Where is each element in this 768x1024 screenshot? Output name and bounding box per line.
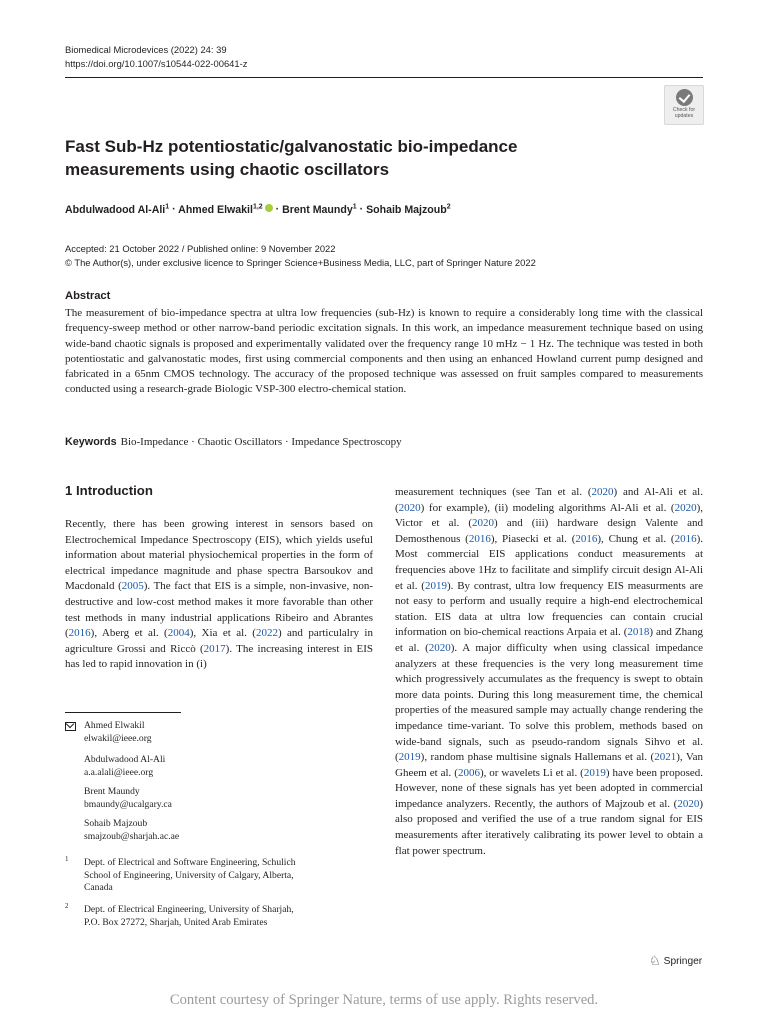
affiliation-number: 1 (65, 855, 69, 863)
affiliation-1: Dept. of Electrical and Software Engineering, Schulich School of Engineering, University of Calgary, Alberta, Canada (84, 857, 296, 894)
affiliation-2: Dept. of Electrical Engineering, University of Sharjah, P.O. Box 27272, Sharjah, United Arab Emirates (84, 904, 294, 928)
journal-meta (65, 43, 247, 70)
keywords-label: Keywords (65, 436, 117, 448)
affiliation-number: 2 (65, 902, 69, 910)
contact-email[interactable]: smajzoub@sharjah.ac.ae (84, 830, 180, 842)
abstract-heading: Abstract (65, 290, 111, 302)
citation-link[interactable]: 2016 (575, 532, 598, 545)
header-divider (65, 77, 703, 78)
intro-left-column: Recently, there has been growing interest in sensors based on Electrochemical Impedance Spectroscopy (EIS), which yields useful information about material physiochemical properties in the form of electrical impedance magnitude and phase spectra Barsoukov and Macdonald (2005). The fact that EIS is a simple, non-invasive, non-destructive and low-cost method makes it more favorable than other test methods in many industrial applications Ribeiro and Abrantes (2016), Aberg et al. (2004), Xia et al. (2022) and particulalry in agriculture Grossi and Riccò (2017). The increasing interest in EIS has led to rapid innovation in (i) (65, 518, 373, 671)
citation-link[interactable]: 2005 (121, 580, 144, 593)
citation-link[interactable]: 2021 (654, 751, 677, 764)
courtesy-notice: Content courtesy of Springer Nature, terms of use apply. Rights reserved. (169, 992, 599, 1008)
contact-entry (84, 786, 172, 811)
author-name[interactable]: Sohaib Majzoub$^2$ (366, 203, 451, 216)
abstract-text: The measurement of bio-impedance spectra at ultra low frequencies (sub-Hz) is known to require a considerably long time with the classical frequency-sweep method or other narrow-band periodic excitation signals. In this work, an impedance measurement technique based on using wide-band chaotic signals is proposed and experimentally validated over the frequency range 10 mHz − 1 Hz. The technique was tested in both potentiostatic and galvanostatic modes, first using commercial components and then using an enhanced Howland current pump designed and fabricated in a 65nm CMOS technology. The accuracy of the proposed technique was assessed on fruit samples compared to measurements conducted using a research-grade Biologic VSP-300 electro-chemical station. (65, 307, 703, 396)
contact-entry (84, 754, 165, 779)
citation-link[interactable]: 2016 (68, 627, 91, 640)
keywords (65, 436, 402, 448)
article-title: Fast Sub-Hz potentiostatic/galvanostatic bio-impedance measurements using chaotic oscillators (65, 137, 518, 179)
citation-link[interactable]: 2020 (591, 486, 614, 498)
journal-citation: Biomedical Microdevices (2022) 24: 39 (65, 44, 227, 55)
citation-link[interactable]: 2019 (398, 751, 421, 764)
contact-email[interactable]: bmaundy@ucalgary.ca (84, 798, 172, 810)
citation-link[interactable]: 2017 (203, 642, 226, 655)
accepted-published-line: Accepted: 21 October 2022 / Published online: 9 November 2022 (65, 243, 336, 254)
author-list: Abdulwadood Al-Ali$^1$ · Ahmed Elwakil$^{1,2}$ · Brent Maundy$^1$ · Sohaib Majzoub$^2$ (65, 203, 451, 216)
author-name[interactable]: Ahmed Elwakil$^{1,2}$ (178, 204, 273, 216)
check-for-updates-icon (676, 89, 693, 106)
copyright-line: © The Author(s), under exclusive licence to Springer Science+Business Media, LLC, part of Springer Nature 2022 (65, 256, 536, 268)
citation-link[interactable]: 2016 (468, 532, 491, 545)
author-name[interactable]: Brent Maundy$^1$ (282, 203, 357, 216)
publisher-name: Springer (663, 955, 703, 967)
publication-dates (65, 242, 536, 269)
orcid-icon[interactable] (265, 204, 273, 212)
author-name[interactable]: Abdulwadood Al-Ali$^1$ (65, 203, 170, 216)
keywords-list: Bio-Impedance · Chaotic Oscillators · Impedance Spectroscopy (120, 436, 402, 448)
citation-link[interactable]: 2019 (583, 766, 606, 779)
citation-link[interactable]: 2004 (167, 627, 190, 640)
citation-link[interactable]: 2020 (398, 501, 421, 514)
contact-entry (84, 720, 152, 745)
contact-email[interactable]: elwakil@ieee.org (84, 732, 152, 744)
citation-link[interactable]: 2020 (674, 501, 697, 514)
contact-entry (84, 818, 179, 843)
contact-name: Sohaib Majzoub (84, 818, 148, 829)
check-for-updates-button[interactable] (664, 85, 704, 125)
contact-name: Abdulwadood Al-Ali (84, 754, 166, 765)
citation-link[interactable]: 2006 (457, 766, 480, 779)
contact-email[interactable]: a.a.alali@ieee.org (84, 766, 154, 778)
envelope-icon (65, 722, 76, 731)
citation-link[interactable]: 2016 (674, 532, 697, 545)
section-heading-introduction: 1 Introduction (65, 483, 153, 498)
springer-horse-icon: ♘ (649, 953, 661, 968)
doi-link[interactable]: https://doi.org/10.1007/s10544-022-00641-z (65, 57, 248, 69)
citation-link[interactable]: 2019 (424, 579, 447, 592)
citation-link[interactable]: 2020 (472, 517, 495, 530)
citation-link[interactable]: 2018 (627, 626, 650, 639)
contact-name: Ahmed Elwakil (84, 720, 145, 731)
springer-logo (649, 953, 702, 969)
check-for-updates-label: Check for updates (672, 107, 696, 119)
contact-name: Brent Maundy (84, 786, 140, 797)
citation-link[interactable]: 2022 (255, 627, 278, 640)
footnote-divider (65, 712, 181, 713)
citation-link[interactable]: 2020 (677, 797, 700, 810)
citation-link[interactable]: 2020 (428, 641, 451, 654)
intro-right-column: measurement techniques (see Tan et al. (2020) and Al-Ali et al. (2020) for example), (ii) modeling algorithms Al-Ali et al. (2020), Victor et al. (2020) and (iii) hardware design Valente and Demosthenous (2016), Piasecki et al. (2016), Chung et al. (2016). Most commercial EIS applications conduct measurements at frequencies above 1Hz to facilitate and simplify circuit design Al-Ali et al. (2019). By contrast, ultra low frequency EIS measurments are not easy to perform and usually require a high-end electrochemical station. EIS data at ultra low frequencies can contain crucial information on bio-chemical reactions Arpaia et al. (2018) and Zhang et al. (2020). A major difficulty when using classical impedance analyzers at these frequencies is the very long measurement time which progressively accumulates as the frequency is swept to obtain more data points. During this long measurement time, the chemical properties of the measured sample may actually change rendering the impedance time-variant. To solve this problem, methods based on wide-band signals, such as pseudo-random signals Sihvo et al. (2019), random phase multisine signals Hallemans et al. (2021), Van Gheem et al. (2006), or wavelets Li et al. (2019) have been proposed. However, none of these signals has yet been adopted in commercial impedance analyzers. Recently, the authors of Majzoub et al. (2020) also proposed and verified the use of a true random signal for EIS measurements after iteratively calibrating its power level to obtain a flat power spectrum. (395, 486, 704, 857)
